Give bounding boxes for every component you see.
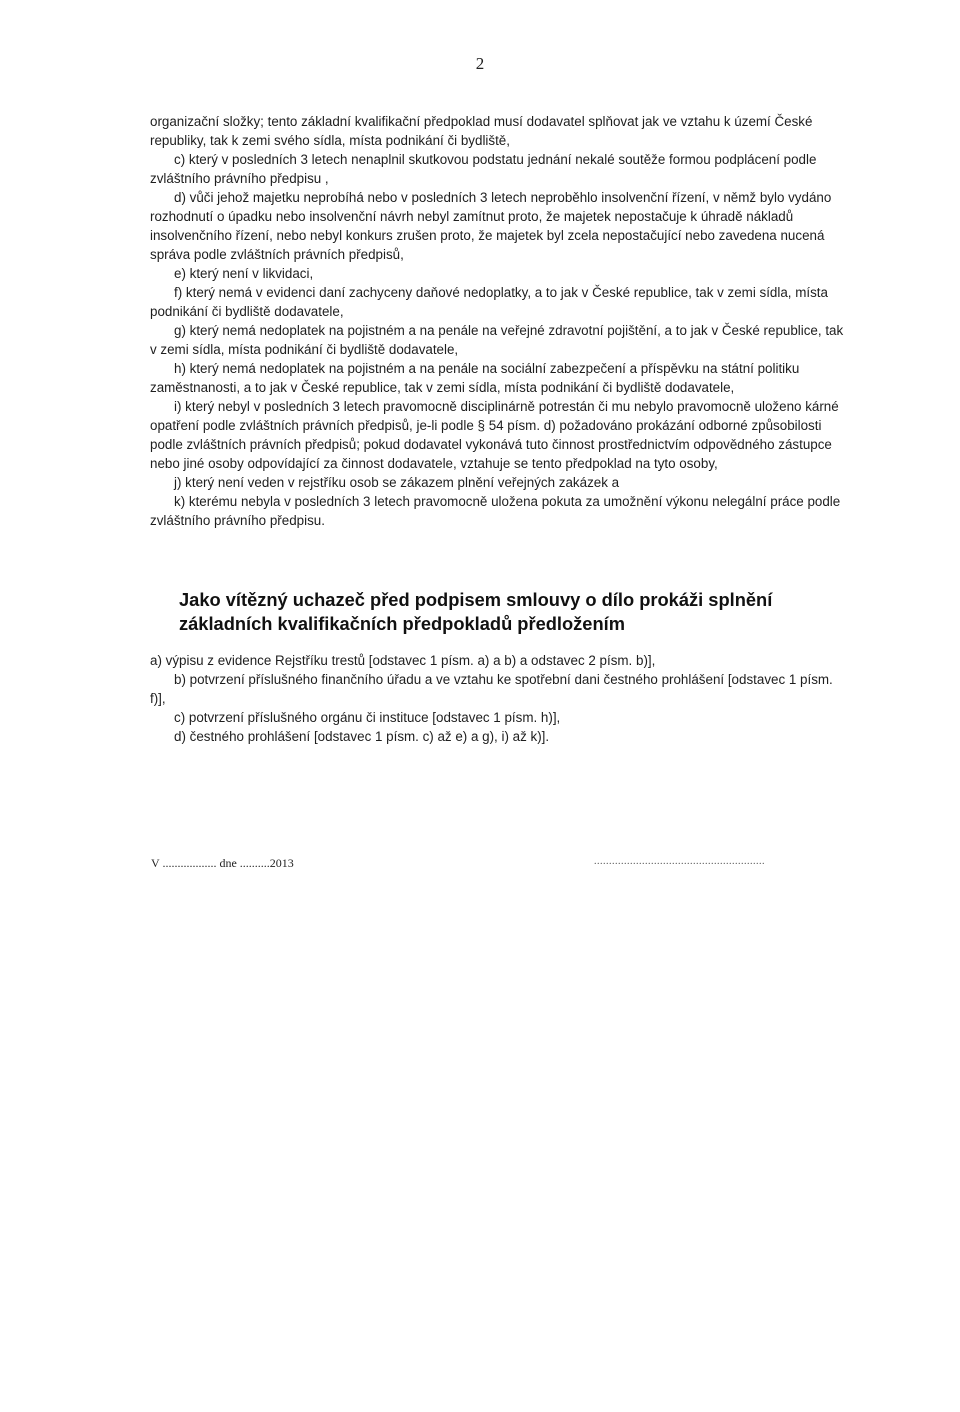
section-heading xyxy=(179,588,839,636)
signature-line: ......................................................... xyxy=(594,856,765,867)
heading-line-1: Jako vítězný uchazeč před podpisem smlouvy o dílo prokáži splnění xyxy=(179,589,773,610)
item-j: j) který není veden v rejstříku osob se zákazem plnění veřejných zakázek a xyxy=(174,475,620,490)
document-item-a: a) výpisu z evidence Rejstříku trestů [odstavec 1 písm. a) a b) a odstavec 2 písm. b)], xyxy=(150,653,656,668)
item-e: e) který není v likvidaci, xyxy=(174,266,314,281)
item-d: d) vůči jehož majetku neprobíhá nebo v posledních 3 letech neproběhlo insolvenční řízení, v němž bylo vydáno rozhodnutí o úpadku nebo insolvenční návrh nebyl zamítnut proto, že majetek nepostačuje k úhradě nákladů insolvenčního řízení, nebo nebyl konkurs zrušen proto, že majetek byl zcela nepostačující nebo zavedena nucená správa podle zvláštních právních předpisů, xyxy=(150,190,832,262)
heading-line-2: základních kvalifikačních předpokladů předložením xyxy=(179,613,625,634)
item-k: k) kterému nebyla v posledních 3 letech pravomocně uložena pokuta za umožnění výkonu nelegální práce podle zvláštního právního předpisu. xyxy=(150,494,841,528)
item-i: i) který nebyl v posledních 3 letech pravomocně disciplinárně potrestán či mu nebylo pravomocně uloženo kárné opatření podle zvláštních právních předpisů, je-li podle § 54 písm. d) požadováno prokázání odborné způsobilosti podle zvláštních právních předpisů; pokud dodavatel vykonává tuto činnost prostřednictvím odpovědného zástupce nebo jiné osoby odpovídající za činnost dodavatele, vztahuje se tento předpoklad na tyto osoby, xyxy=(150,399,839,471)
document-item-d: d) čestného prohlášení [odstavec 1 písm. c) až e) a g), i) až k)]. xyxy=(174,729,550,744)
page-number: 2 xyxy=(475,54,485,73)
item-c: c) který v posledních 3 letech nenaplnil skutkovou podstatu jednání nekalé soutěže formou podplácení podle zvláštního právního předpisu , xyxy=(150,152,817,186)
documents-list xyxy=(150,651,850,746)
item-g: g) který nemá nedoplatek na pojistném a na penále na veřejné zdravotní pojištění, a to jak v České republice, tak v zemi sídla, místa podnikání či bydliště dodavatele, xyxy=(150,323,844,357)
document-item-b: b) potvrzení příslušného finančního úřadu a ve vztahu ke spotřební dani čestného prohlášení [odstavec 1 písm. f)], xyxy=(150,672,833,706)
item-h: h) který nemá nedoplatek na pojistném a na penále na sociální zabezpečení a příspěvku na státní politiku zaměstnanosti, a to jak v České republice, tak v zemi sídla, místa podnikání či bydliště dodavatele, xyxy=(150,361,800,395)
document-item-c: c) potvrzení příslušného orgánu či instituce [odstavec 1 písm. h)], xyxy=(174,710,561,725)
item-f: f) který nemá v evidenci daní zachyceny daňové nedoplatky, a to jak v České republice, tak v zemi sídla, místa podnikání či bydliště dodavatele, xyxy=(150,285,828,319)
place-date-line: V .................. dne ..........2013 xyxy=(151,856,294,870)
paragraph-continuation: organizační složky; tento základní kvalifikační předpoklad musí dodavatel splňovat jak ve vztahu k území České republiky, tak k zemi svého sídla, místa podnikání či bydliště, xyxy=(150,114,813,148)
qualification-text xyxy=(150,112,850,530)
